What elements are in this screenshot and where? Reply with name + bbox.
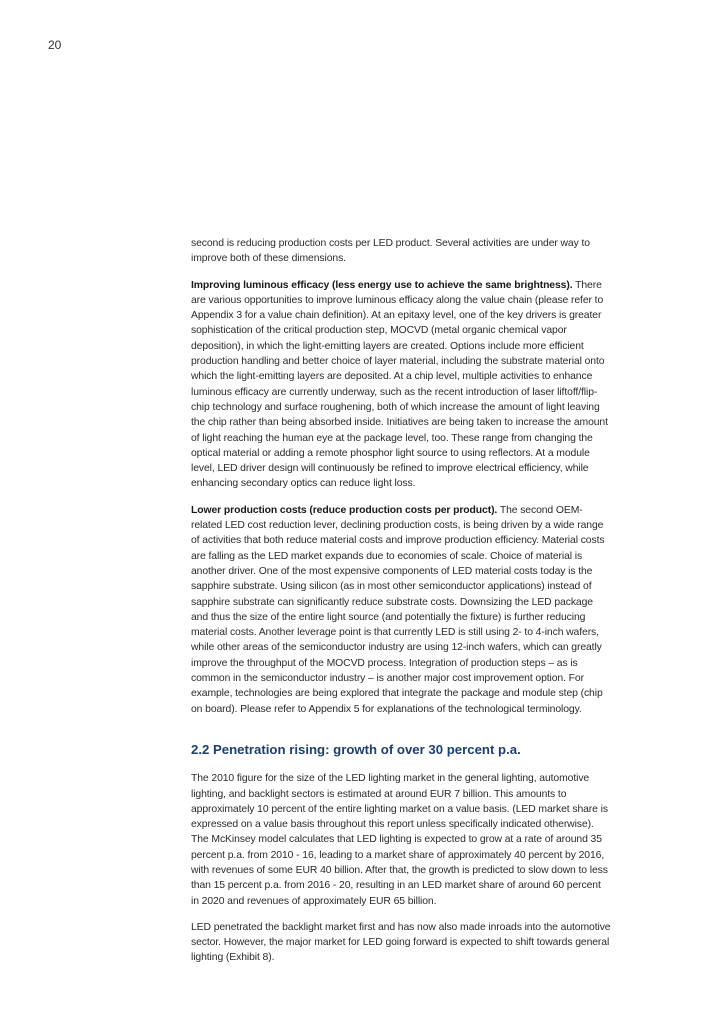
efficacy-body: There are various opportunities to improve luminous efficacy along the value chain (please refer to Appendix 3 for a value chain definition). At an epitaxy level, one of the key drivers is greater sophistication of the critical production step, MOCVD (metal organic chemical vapor deposition), in which the light-emitting layers are created. Options include more efficient production handling and better choice of layer material, including the substrate material onto which the light-emitting layers are deposited. At a chip level, multiple activities to enhance luminous efficacy are currently underway, such as the recent introduction of laser liftoff/flip-chip technology and surface roughening, both of which increase the amount of light leaving the chip rather than being absorbed inside. Initiatives are being taken to increase the amount of light reaching the human eye at the package level, too. These range from changing the optical material or adding a remote phosphor light source to using reflectors. At a module level, LED driver design will continuously be refined to improve electrical efficiency, while enhancing secondary optics can reduce light loss. — [191, 279, 608, 490]
efficacy-paragraph — [191, 278, 611, 492]
costs-body: The second OEM-related LED cost reduction lever, declining production costs, is being driven by a wide range of activities that both reduce material costs and improve production efficiency. Material costs are falling as the LED market expands due to economies of scale. Choice of material is another driver. One of the most expensive components of LED material costs today is the sapphire substrate. Using silicon (as in most other semiconductor applications) instead of sapphire substrate can significantly reduce substrate costs. Downsizing the LED package and thus the size of the entire light source (and potentially the fixture) is further reducing material costs. Another leverage point is that currently LED is still using 2- to 4-inch wafers, while other areas of the semiconductor industry are using 12-inch wafers, which can greatly improve the throughput of the MOCVD process. Integration of production steps – as is common in the semiconductor industry – is another major cost improvement option. For example, technologies are being explored that integrate the package and module step (chip on board). Please refer to Appendix 5 for explanations of the technological terminology. — [191, 504, 605, 715]
efficacy-lead: Improving luminous efficacy (less energy use to achieve the same brightness). — [191, 279, 573, 291]
market-size-paragraph: The 2010 figure for the size of the LED lighting market in the general lighting, automotive lighting, and backlight sectors is estimated at around EUR 7 billion. This amounts to approximately 10 percent of the entire lighting market on a value basis. (LED market share is expressed on a value basis throughout this report unless specifically indicated otherwise). The McKinsey model calculates that LED lighting is expected to grow at a rate of around 35 percent p.a. from 2010 - 16, leading to a market share of approximately 40 percent by 2016, with revenues of some EUR 40 billion. After that, the growth is predicted to slow down to less than 15 percent p.a. from 2016 - 20, resulting in an LED market share of around 60 percent in 2020 and revenues of approximately EUR 65 billion. — [191, 773, 608, 907]
penetration-paragraph: LED penetrated the backlight market first and has now also made inroads into the automotive sector. However, the major market for LED going forward is expected to shift towards general lighting (Exhibit 8). — [191, 921, 611, 964]
intro-paragraph: second is reducing production costs per LED product. Several activities are under way to improve both of these dimensions. — [191, 238, 590, 265]
costs-paragraph — [191, 503, 611, 717]
page-number: 20 — [48, 38, 62, 52]
costs-lead: Lower production costs (reduce production costs per product). — [191, 504, 498, 516]
section-heading: 2.2 Penetration rising: growth of over 30 percent p.a. — [191, 741, 521, 757]
body-text — [191, 236, 611, 977]
